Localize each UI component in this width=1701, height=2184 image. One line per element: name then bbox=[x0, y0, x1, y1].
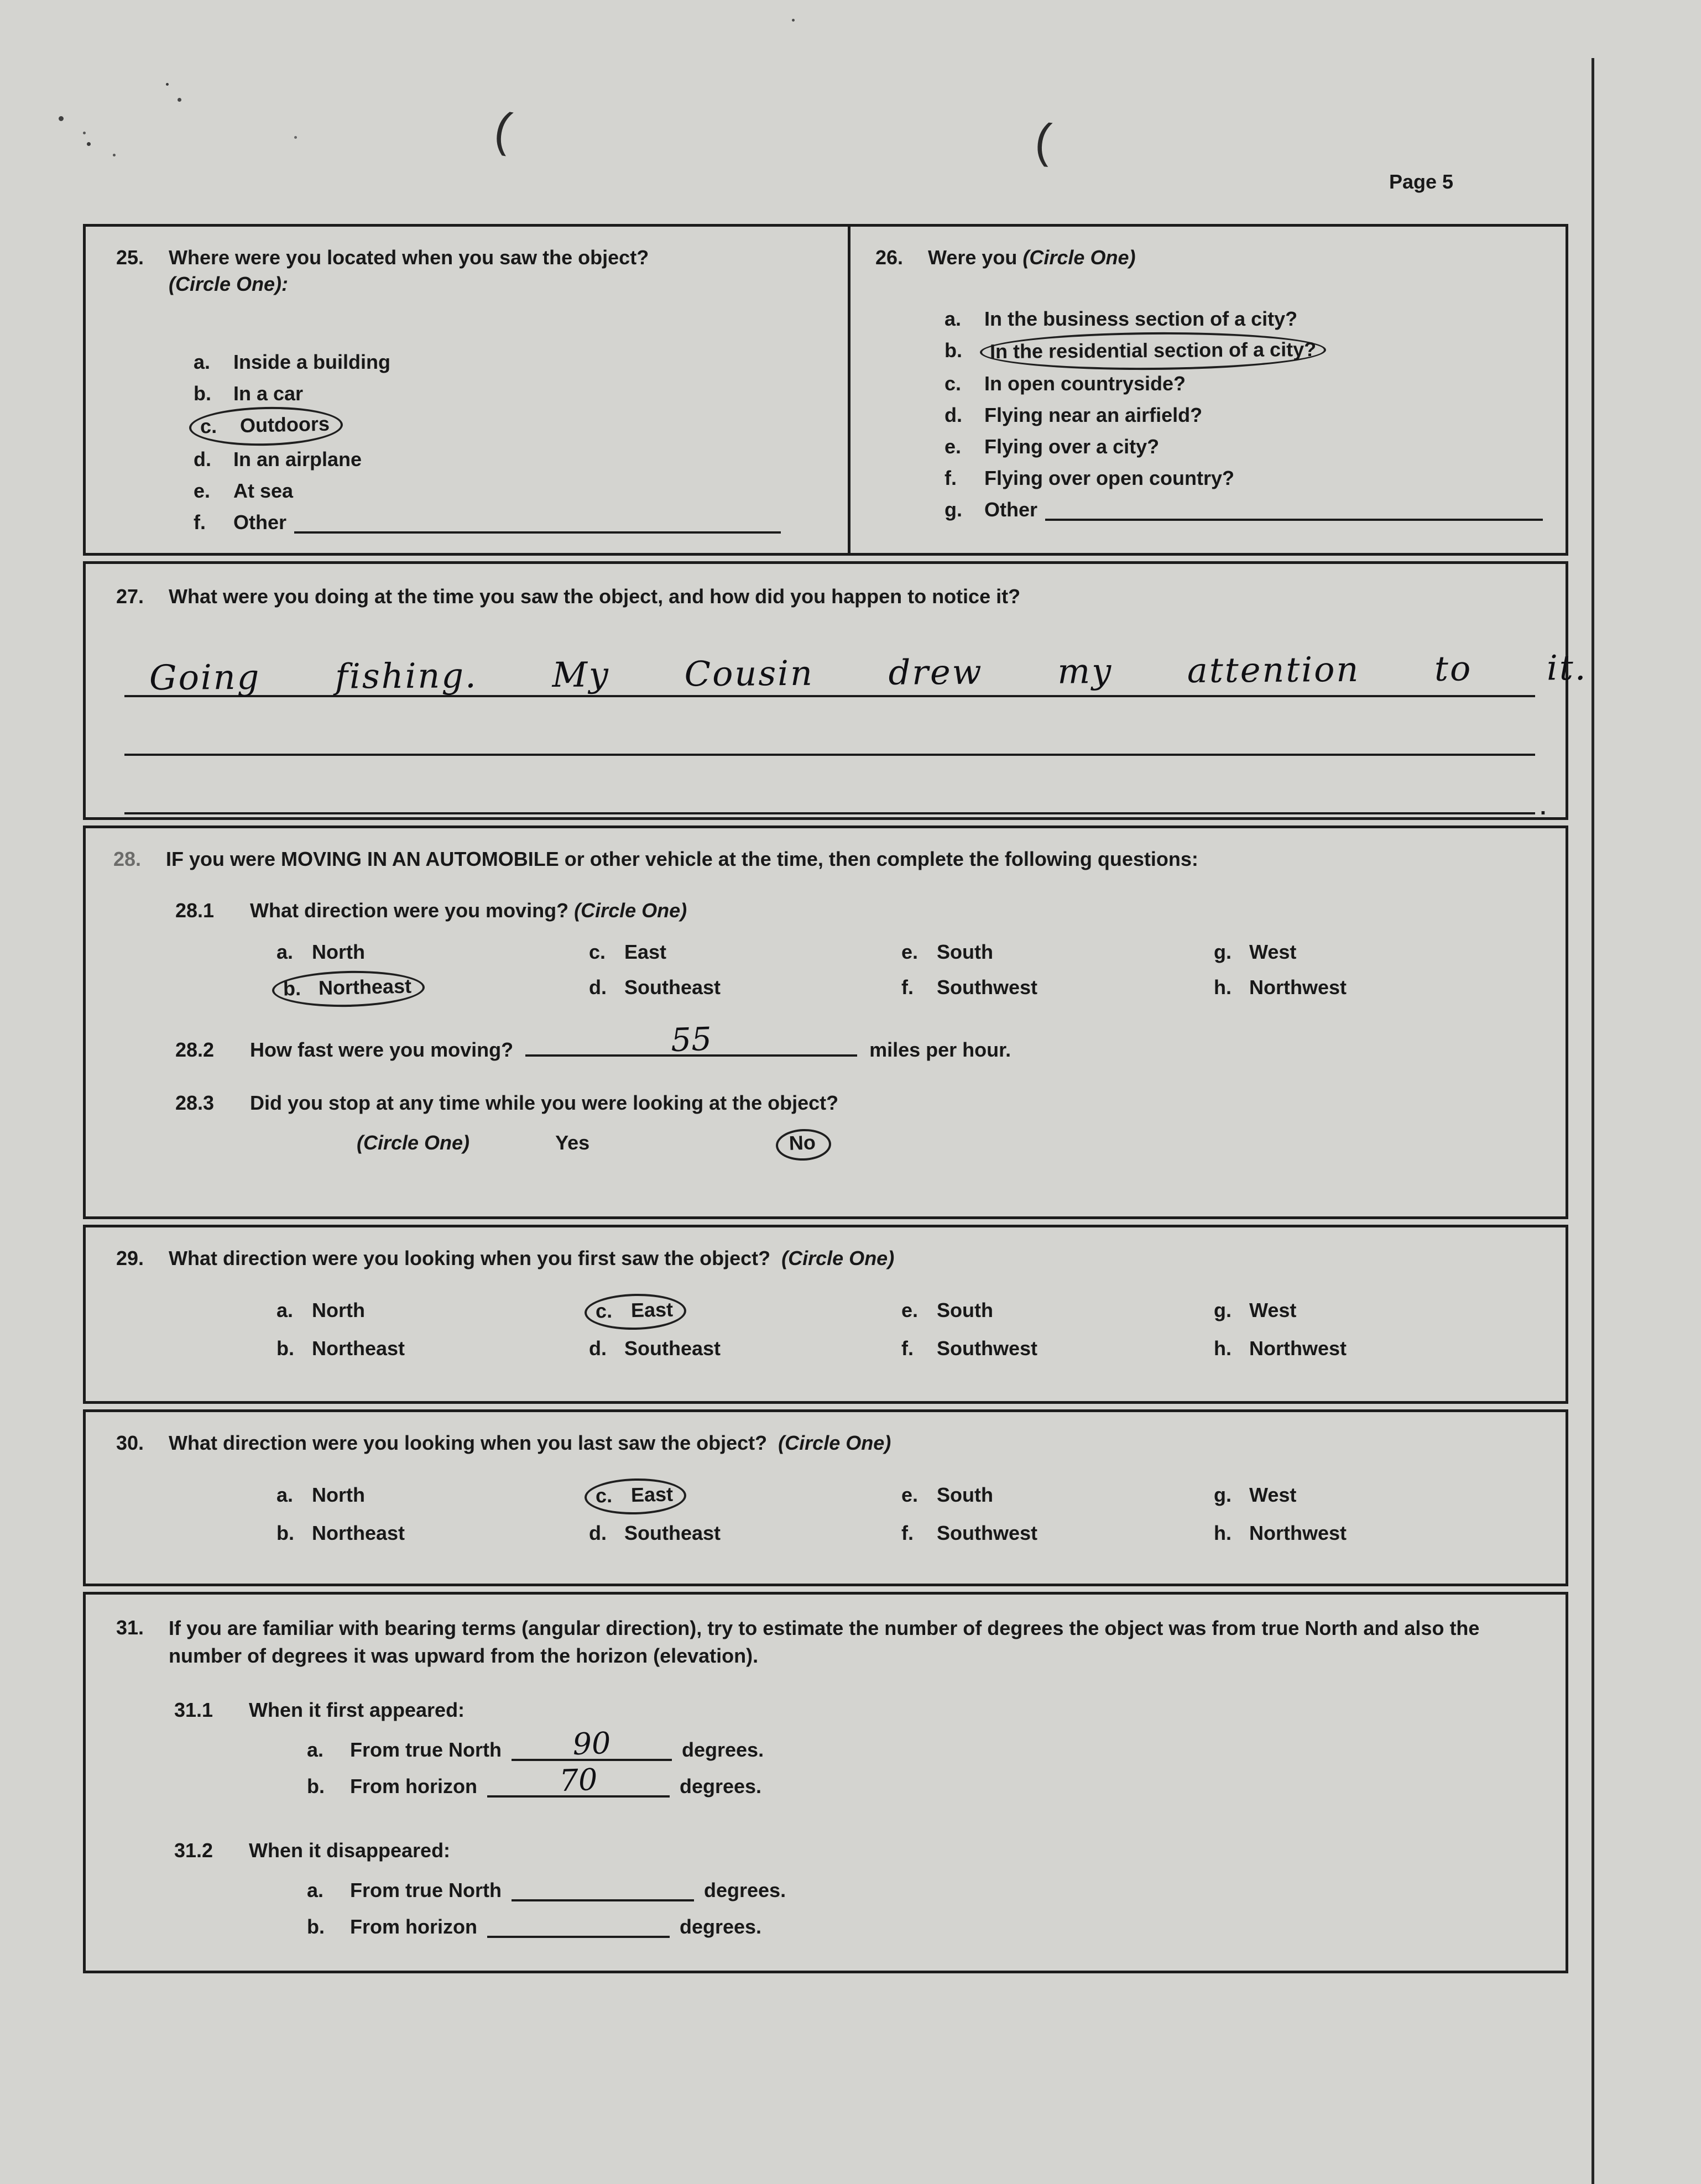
q25-option-c-circled bbox=[194, 409, 837, 443]
q30-option-e bbox=[901, 1481, 1214, 1512]
option-letter: d. bbox=[589, 1337, 607, 1360]
q28-3-yes-label: Yes bbox=[555, 1131, 590, 1154]
q25-number: 25. bbox=[116, 246, 144, 269]
q26-option-e bbox=[945, 431, 1554, 462]
q28-3-circle-note: (Circle One) bbox=[357, 1131, 470, 1154]
handwritten-degrees-value: 70 bbox=[559, 1762, 598, 1799]
q28-3-no-label: No bbox=[789, 1131, 816, 1154]
q28-1-option-f bbox=[901, 973, 1214, 1005]
option-letter: h. bbox=[1214, 976, 1232, 999]
q30-option-g bbox=[1214, 1481, 1549, 1512]
question-28 bbox=[83, 825, 1568, 1219]
option-letter: h. bbox=[1214, 1522, 1232, 1544]
q28-1-number: 28.1 bbox=[175, 899, 215, 922]
option-label: Southwest bbox=[937, 976, 1038, 999]
option-letter: e. bbox=[901, 1299, 919, 1321]
handwritten-degrees-value: 90 bbox=[572, 1725, 612, 1762]
option-label: Southeast bbox=[624, 976, 721, 999]
q29-option-e bbox=[901, 1296, 1214, 1328]
option-label: South bbox=[937, 1299, 993, 1321]
degrees-suffix: degrees. bbox=[679, 1915, 762, 1938]
option-letter: c. bbox=[595, 1483, 613, 1507]
question-27 bbox=[83, 561, 1588, 820]
option-label: Northeast bbox=[312, 1337, 405, 1360]
q31-1-row-a bbox=[307, 1725, 1543, 1768]
option-letter: b. bbox=[194, 382, 211, 405]
q25-option-e bbox=[194, 475, 837, 506]
q30-direction-options bbox=[276, 1481, 1549, 1548]
q31-1-title: When it first appeared: bbox=[249, 1699, 465, 1721]
q26-option-d bbox=[945, 399, 1554, 431]
q25-option-b bbox=[194, 378, 837, 409]
q31-2-row-a bbox=[307, 1872, 1543, 1909]
q28-1-option-h bbox=[1214, 973, 1549, 1005]
option-letter: f. bbox=[901, 1337, 914, 1360]
q30-option-f bbox=[901, 1519, 1214, 1548]
speed-blank-line bbox=[525, 1020, 857, 1059]
option-letter: f. bbox=[901, 976, 914, 999]
option-letter: a. bbox=[276, 1483, 294, 1506]
q28-2-number: 28.2 bbox=[175, 1038, 215, 1061]
q31-2-number: 31.2 bbox=[174, 1839, 213, 1862]
option-letter: c. bbox=[595, 1299, 613, 1323]
option-letter: f. bbox=[901, 1522, 914, 1544]
q30-option-c-circled bbox=[589, 1481, 901, 1512]
q26-prompt bbox=[928, 244, 1135, 271]
q31-1-row-b bbox=[307, 1762, 1543, 1805]
q26-option-a bbox=[945, 303, 1554, 335]
section-q25-q26 bbox=[83, 224, 1568, 556]
answer-line-2 bbox=[124, 697, 1535, 756]
q30-circle-note: (Circle One) bbox=[778, 1431, 891, 1454]
option-letter: b. bbox=[276, 1522, 294, 1544]
answer-line-3 bbox=[124, 756, 1546, 819]
q26-circle-note: (Circle One) bbox=[1022, 246, 1136, 269]
option-label: Inside a building bbox=[233, 351, 391, 373]
option-label: East bbox=[624, 941, 667, 963]
q25-prompt-text: Where were you located when you saw the object? bbox=[169, 246, 649, 269]
option-letter: c. bbox=[589, 941, 606, 963]
q26-number: 26. bbox=[875, 246, 904, 269]
option-letter: g. bbox=[1214, 941, 1232, 963]
option-label: Other bbox=[984, 498, 1038, 521]
option-label: Outdoors bbox=[239, 412, 330, 437]
q30-number: 30. bbox=[116, 1431, 144, 1454]
option-letter: e. bbox=[945, 435, 962, 458]
option-label: West bbox=[1249, 941, 1297, 963]
option-letter: d. bbox=[194, 448, 211, 471]
scan-specks bbox=[166, 83, 169, 86]
q31-2-heading bbox=[174, 1839, 1543, 1862]
q30-option-a bbox=[276, 1481, 589, 1512]
q29-option-a bbox=[276, 1296, 589, 1328]
degrees-blank-line bbox=[512, 1725, 672, 1762]
row-label: From horizon bbox=[350, 1915, 477, 1938]
q31-2-title: When it disappeared: bbox=[249, 1839, 451, 1862]
q29-number: 29. bbox=[116, 1247, 144, 1269]
handwritten-answer: Going fishing. My Cousin drew my attention to it. bbox=[149, 647, 1588, 698]
row-label: From true North bbox=[350, 1879, 502, 1901]
degrees-blank-line bbox=[487, 1762, 670, 1799]
option-letter: b. bbox=[283, 976, 301, 1000]
q29-option-d bbox=[589, 1334, 901, 1363]
q28-3-number: 28.3 bbox=[175, 1091, 215, 1114]
option-letter: f. bbox=[194, 511, 206, 534]
option-letter: a. bbox=[945, 307, 962, 330]
q31-number: 31. bbox=[116, 1616, 144, 1639]
q31-1-rows bbox=[307, 1725, 1543, 1805]
q28-prompt-text: IF you were MOVING IN AN AUTOMOBILE or other vehicle at the time, then complete the following questions: bbox=[166, 848, 1198, 870]
q25-option-d bbox=[194, 443, 837, 475]
q31-2-rows bbox=[307, 1872, 1543, 1945]
option-label: North bbox=[312, 1299, 365, 1321]
degrees-suffix: degrees. bbox=[704, 1879, 786, 1901]
degrees-blank-line bbox=[512, 1880, 694, 1901]
option-letter: a. bbox=[276, 941, 294, 963]
option-letter: c. bbox=[200, 414, 217, 438]
option-letter: f. bbox=[945, 467, 957, 489]
q28-1-option-d bbox=[589, 973, 901, 1005]
q28-2-row bbox=[175, 1020, 1549, 1062]
option-letter: a. bbox=[307, 1879, 324, 1901]
option-label: In the business section of a city? bbox=[984, 307, 1298, 330]
q31-2-row-b bbox=[307, 1909, 1543, 1945]
question-29 bbox=[83, 1225, 1568, 1404]
option-label: Southwest bbox=[937, 1522, 1038, 1544]
q28-2-prompt-text: How fast were you moving? bbox=[250, 1038, 514, 1061]
option-label: South bbox=[937, 1483, 993, 1506]
option-label: Northwest bbox=[1249, 1522, 1347, 1544]
option-label: North bbox=[312, 1483, 365, 1506]
option-label: West bbox=[1249, 1483, 1297, 1506]
q30-option-h bbox=[1214, 1519, 1549, 1548]
option-label: Flying near an airfield? bbox=[984, 404, 1203, 426]
q29-option-g bbox=[1214, 1296, 1549, 1328]
option-letter: d. bbox=[945, 404, 962, 426]
circle-mark bbox=[272, 969, 425, 1009]
row-label: From true North bbox=[350, 1738, 502, 1761]
q25-option-f bbox=[194, 506, 837, 538]
option-letter: g. bbox=[945, 498, 962, 521]
q25-prompt bbox=[169, 244, 649, 297]
option-label: Northwest bbox=[1249, 1337, 1347, 1360]
q28-1-prompt-text: What direction were you moving? bbox=[250, 899, 569, 922]
q28-2-suffix: miles per hour. bbox=[869, 1038, 1011, 1061]
q26-prompt-text: Were you bbox=[928, 246, 1018, 269]
q25-options bbox=[194, 346, 837, 538]
circle-mark bbox=[584, 1293, 686, 1331]
q26-option-g bbox=[945, 494, 1554, 525]
circle-mark bbox=[775, 1128, 832, 1161]
row-label: From horizon bbox=[350, 1775, 477, 1798]
scan-artifact-paren-left: ( bbox=[490, 102, 515, 157]
q28-1-option-g bbox=[1214, 938, 1549, 966]
q31-1-number: 31.1 bbox=[174, 1699, 213, 1721]
option-label: In a car bbox=[233, 382, 304, 405]
option-label: In the residential section of a city? bbox=[989, 337, 1317, 363]
q26-option-b-circled bbox=[945, 335, 1554, 368]
other-blank-line bbox=[294, 513, 781, 534]
q29-option-f bbox=[901, 1334, 1214, 1363]
circle-mark bbox=[584, 1477, 686, 1516]
option-letter: d. bbox=[589, 976, 607, 999]
handwritten-speed-value: 55 bbox=[670, 1020, 713, 1059]
option-label: Southeast bbox=[624, 1337, 721, 1360]
option-letter: e. bbox=[901, 941, 919, 963]
option-letter: b. bbox=[276, 1337, 294, 1360]
option-letter: a. bbox=[276, 1299, 294, 1321]
option-label: Northwest bbox=[1249, 976, 1347, 999]
option-label: Southeast bbox=[624, 1522, 721, 1544]
option-label: South bbox=[937, 941, 993, 963]
q29-direction-options bbox=[276, 1296, 1549, 1363]
q30-option-b bbox=[276, 1519, 589, 1548]
line-end-period: . bbox=[1540, 795, 1546, 819]
option-label: Other bbox=[233, 511, 287, 534]
q28-1-direction-options bbox=[276, 938, 1549, 1005]
question-30 bbox=[83, 1409, 1568, 1586]
degrees-suffix: degrees. bbox=[679, 1775, 762, 1798]
option-label: In an airplane bbox=[233, 448, 362, 471]
q26-option-c bbox=[945, 368, 1554, 399]
option-label: Flying over a city? bbox=[984, 435, 1160, 458]
q28-1-option-e bbox=[901, 938, 1214, 966]
questionnaire-form bbox=[83, 224, 1588, 1979]
option-letter: b. bbox=[307, 1775, 325, 1798]
option-letter: c. bbox=[945, 372, 962, 395]
q28-1-circle-note: (Circle One) bbox=[574, 899, 687, 922]
option-label: East bbox=[630, 1298, 674, 1322]
q27-prompt-text: What were you doing at the time you saw the object, and how did you happen to notice it? bbox=[169, 585, 1021, 608]
degrees-blank-line bbox=[487, 1917, 670, 1938]
q31-1-heading bbox=[174, 1699, 1543, 1722]
q26-options bbox=[945, 303, 1554, 525]
scanned-page-edge-line bbox=[1592, 58, 1594, 2184]
q25-option-a bbox=[194, 346, 837, 378]
option-letter: e. bbox=[901, 1483, 919, 1506]
question-31 bbox=[83, 1592, 1568, 1973]
degrees-suffix: degrees. bbox=[682, 1738, 764, 1761]
option-label: Northeast bbox=[318, 974, 412, 1000]
q27-number: 27. bbox=[116, 585, 144, 608]
q28-1-option-b-circled bbox=[276, 973, 589, 1005]
q28-3-no-circled bbox=[780, 1131, 825, 1154]
q29-prompt-text: What direction were you looking when you first saw the object? bbox=[169, 1247, 771, 1269]
q30-option-d bbox=[589, 1519, 901, 1548]
other-blank-line bbox=[1045, 500, 1543, 521]
option-label: East bbox=[630, 1482, 674, 1507]
option-label: In open countryside? bbox=[984, 372, 1186, 395]
scan-artifact-paren-right: ( bbox=[1032, 113, 1054, 168]
option-label: West bbox=[1249, 1299, 1297, 1321]
question-26 bbox=[850, 227, 1566, 553]
option-letter: h. bbox=[1214, 1337, 1232, 1360]
q27-answer-lines bbox=[124, 639, 1588, 819]
option-label: Flying over open country? bbox=[984, 467, 1235, 489]
q28-1-option-c bbox=[589, 938, 901, 966]
option-label: At sea bbox=[233, 479, 294, 502]
option-label: Northeast bbox=[312, 1522, 405, 1544]
q28-number: 28. bbox=[113, 848, 142, 870]
q28-1-heading bbox=[175, 899, 1549, 922]
option-letter: b. bbox=[307, 1915, 325, 1938]
q28-1-option-a bbox=[276, 938, 589, 966]
q29-option-b bbox=[276, 1334, 589, 1363]
option-letter: e. bbox=[194, 479, 211, 502]
option-letter: b. bbox=[945, 339, 962, 362]
option-label: Southwest bbox=[937, 1337, 1038, 1360]
q30-prompt-text: What direction were you looking when you last saw the object? bbox=[169, 1431, 768, 1454]
option-letter: a. bbox=[307, 1738, 324, 1761]
option-letter: g. bbox=[1214, 1299, 1232, 1321]
q28-3-prompt-text: Did you stop at any time while you were looking at the object? bbox=[250, 1091, 839, 1114]
q26-option-f bbox=[945, 462, 1554, 494]
option-letter: g. bbox=[1214, 1483, 1232, 1506]
q29-option-h bbox=[1214, 1334, 1549, 1363]
option-letter: d. bbox=[589, 1522, 607, 1544]
question-25 bbox=[86, 227, 850, 553]
option-label: North bbox=[312, 941, 365, 963]
answer-line-1 bbox=[124, 639, 1588, 698]
q29-option-c-circled bbox=[589, 1296, 901, 1328]
option-letter: a. bbox=[194, 351, 211, 373]
q28-3-answer-row bbox=[357, 1131, 1549, 1158]
page-number-label: Page 5 bbox=[1389, 170, 1454, 193]
q25-circle-note: (Circle One): bbox=[169, 273, 289, 295]
q29-circle-note: (Circle One) bbox=[781, 1247, 895, 1269]
q31-prompt-text: If you are familiar with bearing terms (angular direction), try to estimate the number of degrees the object was from true North and also the number of degrees it was upward from the horizon (elevation). bbox=[169, 1617, 1480, 1667]
circle-mark bbox=[980, 331, 1327, 371]
circle-mark bbox=[189, 405, 343, 447]
q28-3-heading bbox=[175, 1091, 1549, 1115]
